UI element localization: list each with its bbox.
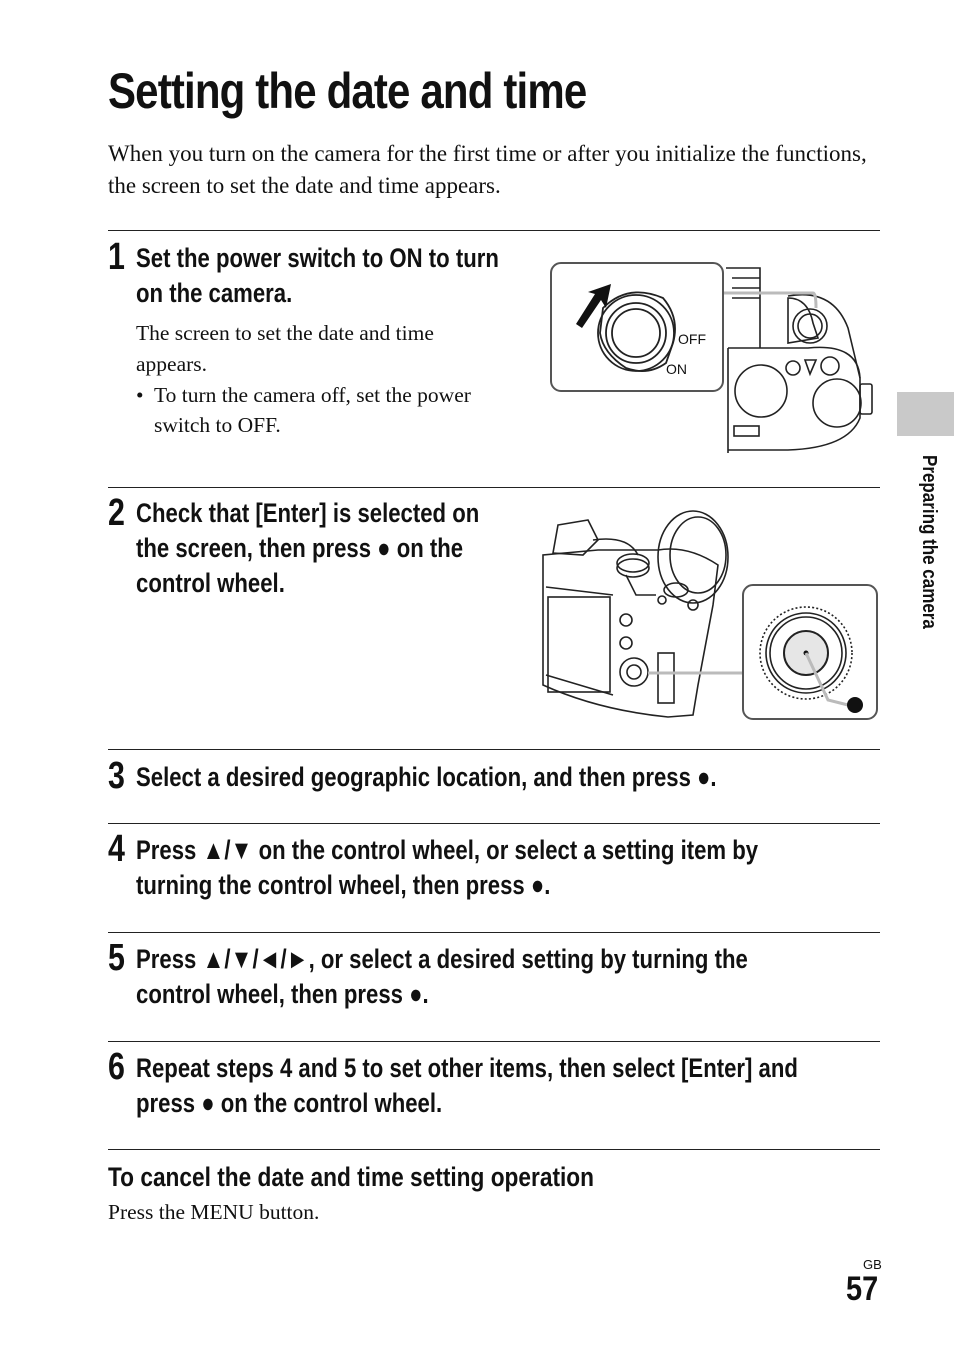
- step-number: 4: [108, 828, 125, 870]
- cancel-body: Press the MENU button.: [108, 1200, 320, 1224]
- step-heading: [136, 942, 748, 1012]
- bullet-line: To turn the camera off, set the power: [154, 383, 471, 407]
- divider: [108, 487, 880, 488]
- page-number: 57: [846, 1270, 879, 1308]
- bullet-line: switch to OFF.: [154, 413, 281, 437]
- step-heading-line: turning the control wheel, then press ●.: [136, 870, 551, 900]
- step-heading-line: Repeat steps 4 and 5 to set other items, then select [Enter] and: [136, 1053, 798, 1083]
- step-heading-line: Select a desired geographic location, and then press ●.: [136, 762, 717, 792]
- step-heading-line: control wheel, then press ●.: [136, 979, 429, 1009]
- step-heading: [136, 496, 479, 601]
- cancel-heading: To cancel the date and time setting operation: [108, 1162, 595, 1192]
- section-label: Preparing the camera: [918, 455, 940, 629]
- step-heading-line: Set the power switch to ON to turn: [136, 243, 499, 273]
- step-body-line: appears.: [136, 352, 208, 376]
- intro-paragraph: When you turn on the camera for the first time or after you initialize the functions, the screen to set the date and time appears.: [108, 141, 867, 198]
- step-heading-line: on the camera.: [136, 278, 293, 308]
- page-language: GB: [863, 1257, 882, 1272]
- control-wheel-figure: [538, 505, 883, 725]
- step-heading: [136, 833, 758, 903]
- divider: [108, 1149, 880, 1150]
- step-number: 1: [108, 236, 125, 278]
- off-label: OFF: [678, 331, 706, 347]
- power-switch-figure: [548, 248, 878, 458]
- step-heading-line: the screen, then press ● on the: [136, 533, 464, 563]
- divider: [108, 230, 880, 231]
- step-number: 6: [108, 1046, 125, 1088]
- divider: [108, 1041, 880, 1042]
- step-heading-line: Check that [Enter] is selected on: [136, 498, 480, 528]
- step-heading-line: Press ▲/▼/◄/►, or select a desired setting by turning the: [136, 944, 748, 974]
- step-heading: [136, 1051, 798, 1121]
- step-number: 5: [108, 937, 125, 979]
- on-label: ON: [666, 361, 687, 377]
- step-number: 2: [108, 492, 125, 534]
- step-heading: [136, 241, 499, 311]
- divider: [108, 823, 880, 824]
- divider: [108, 932, 880, 933]
- step-heading-line: control wheel.: [136, 568, 285, 598]
- step-heading: [136, 760, 717, 795]
- section-tab: [897, 392, 954, 436]
- step-number: 3: [108, 755, 125, 797]
- step-body-line: The screen to set the date and time: [136, 321, 434, 345]
- step-heading-line: press ● on the control wheel.: [136, 1088, 443, 1118]
- bullet-dot: •: [136, 383, 144, 407]
- step-heading-line: Press ▲/▼ on the control wheel, or select a setting item by: [136, 835, 759, 865]
- bullet-note: [136, 380, 526, 440]
- page-title: Setting the date and time: [108, 63, 587, 119]
- step-body: [136, 318, 434, 380]
- divider: [108, 749, 880, 750]
